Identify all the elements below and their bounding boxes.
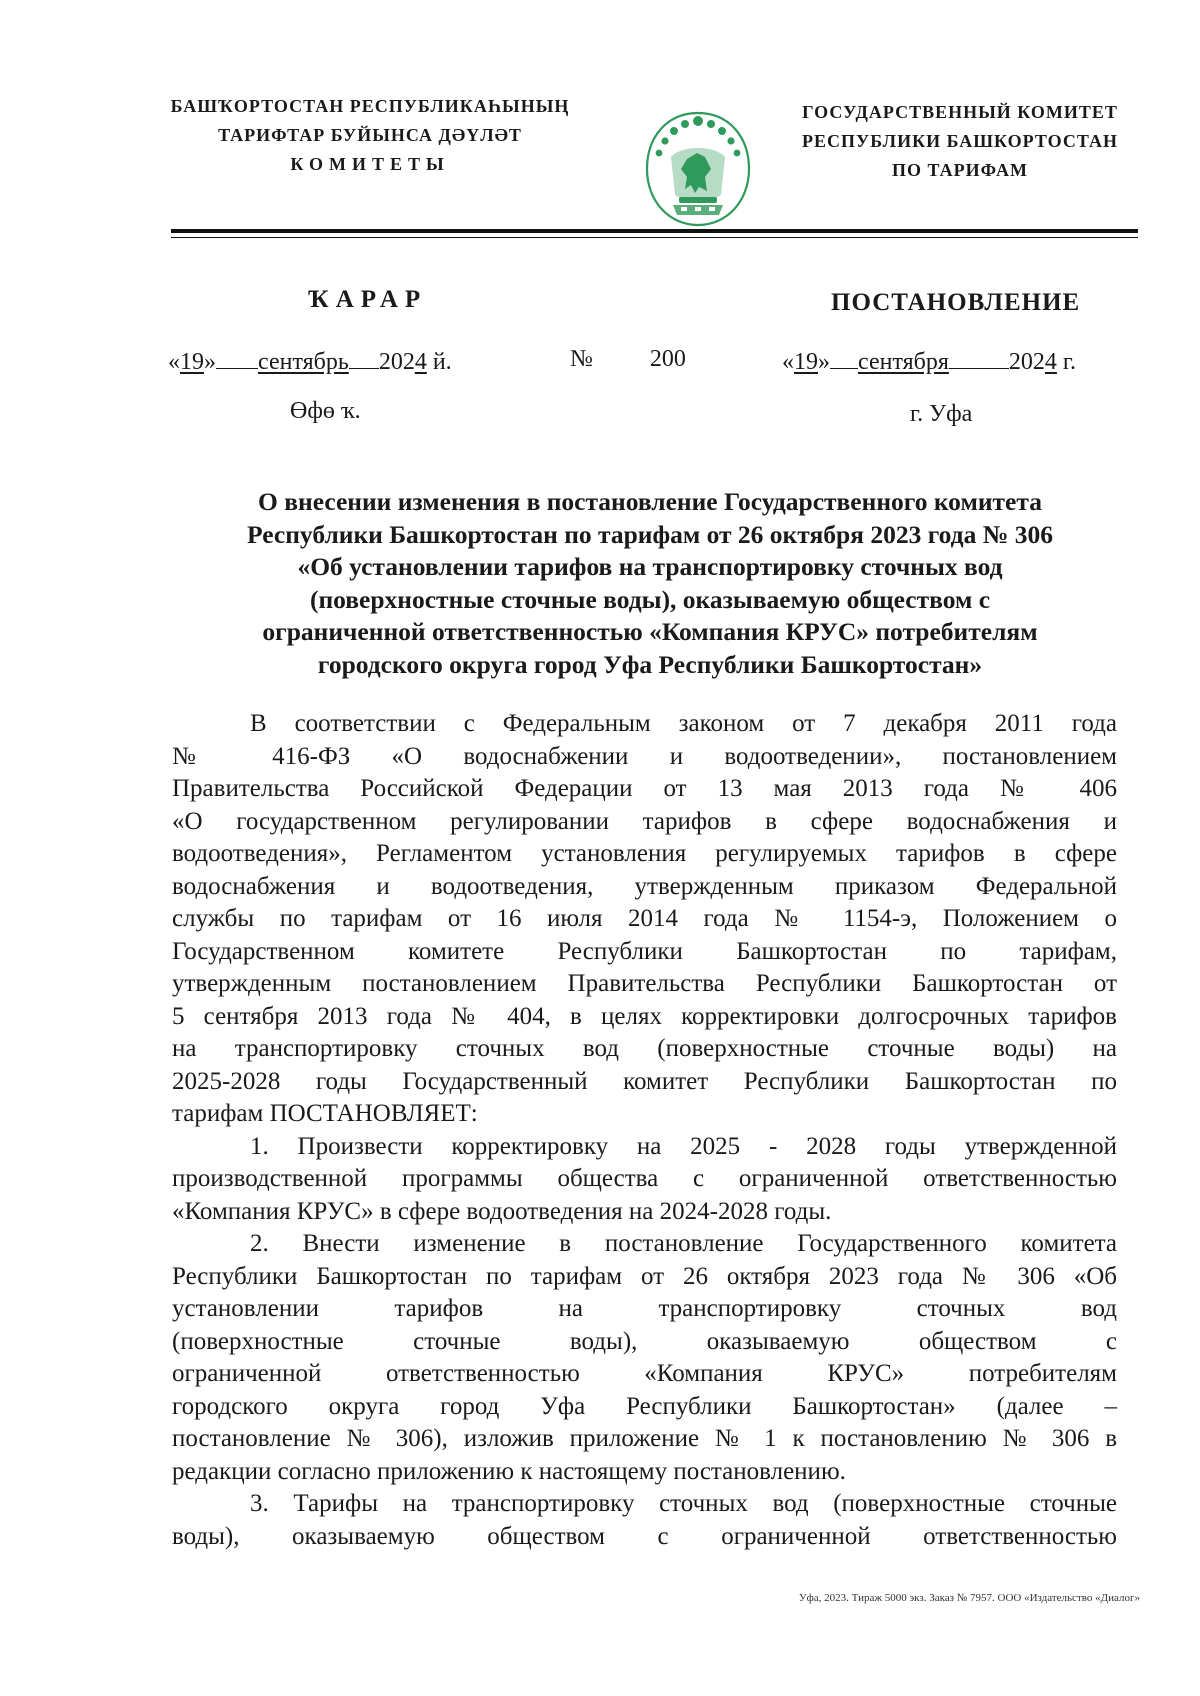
body-line: Республики Башкортостан по тарифам от 26 октября 2023 года № 306 «Об [172, 1262, 1117, 1290]
date-year-digit: 4 [1044, 349, 1057, 375]
print-imprint: Уфа, 2023. Тираж 5000 экз. Заказ № 7957. ООО «Издательство «Диалог» [798, 1592, 1140, 1604]
place-russian: г. Уфа [910, 401, 973, 427]
body-line: тарифам ПОСТАНОВЛЯЕТ: [172, 1100, 478, 1127]
date-suffix: й. [432, 349, 452, 375]
place-bashkir: Өфө ҡ. [290, 398, 361, 424]
quote-close: » [818, 349, 830, 375]
number-value: 200 [649, 346, 686, 372]
date-day: 19 [180, 349, 204, 375]
number-sign: № [570, 346, 593, 372]
body-line: 2025-2028 годы Государственный комитет Республики Башкортостан по [172, 1067, 1117, 1095]
header-right-line: РЕСПУБЛИКИ БАШКОРТОСТАН [802, 131, 1118, 151]
header-rule-thin [171, 237, 1138, 238]
header-right-russian [780, 98, 1140, 185]
title-line: Республики Башкортостан по тарифам от 26 октября 2023 года № 306 [247, 519, 1053, 549]
date-year-prefix: 202 [378, 349, 415, 375]
date-year-digit: 4 [414, 349, 427, 375]
title-line: городского округа город Уфа Республики Башкортостан» [317, 649, 983, 679]
date-underline [349, 346, 379, 369]
bashkortostan-emblem-icon [641, 107, 755, 231]
date-left [168, 346, 452, 376]
body-line: Государственном комитете Республики Башкортостан по тарифам, [172, 937, 1117, 965]
body-line: службы по тарифам от 16 июля 2014 года № 1154-э, Положением о [172, 905, 1117, 932]
quote-close: » [204, 349, 216, 375]
document-kind-russian: ПОСТАНОВЛЕНИЕ [831, 289, 1081, 316]
body-line: «Компания КРУС» в сфере водоотведения на 2024-2028 годы. [172, 1197, 832, 1225]
document-title [170, 486, 1130, 681]
body-line: установлении тарифов на транспортировку сточных вод [172, 1295, 1117, 1322]
header-right-line: ГОСУДАРСТВЕННЫЙ КОМИТЕТ [802, 102, 1118, 122]
body-line: утвержденным постановлением Правительства Республики Башкортостан от [172, 970, 1117, 997]
body-line: В соответствии с Федеральным законом от 7 декабря 2011 года [250, 710, 1117, 737]
date-month: сентябрь [258, 349, 349, 375]
body-line: (поверхностные сточные воды), оказываемую обществом с [172, 1327, 1117, 1355]
title-line: ограниченной ответственностью «Компания КРУС» потребителям [262, 617, 1038, 646]
body-line: ограниченной ответственностью «Компания КРУС» потребителям [172, 1360, 1117, 1387]
body-line: «О государственном регулировании тарифов в сфере водоснабжения и [172, 807, 1117, 835]
date-underline [830, 346, 858, 369]
body-line: городского округа город Уфа Республики Башкортостан» (далее – [172, 1392, 1117, 1420]
quote-open: « [782, 349, 794, 375]
header-left-line: КОМИТЕТЫ [290, 154, 450, 174]
document-number [570, 346, 686, 373]
date-right [782, 346, 1076, 376]
header-rule-thick [171, 229, 1138, 233]
date-month: сентября [858, 349, 949, 375]
body-line: 1. Произвести корректировку на 2025 - 2028 годы утвержденной [250, 1132, 1117, 1160]
body-line: 5 сентября 2013 года № 404, в целях корректировки долгосрочных тарифов [172, 1002, 1117, 1030]
header-left-bashkir [160, 92, 580, 179]
body-line: воды), оказываемую обществом с ограниченной ответственностью [172, 1522, 1117, 1550]
header-right-line: ПО ТАРИФАМ [892, 160, 1028, 180]
date-underline [216, 346, 258, 369]
document-body [172, 708, 1117, 1553]
quote-open: « [168, 349, 180, 375]
body-line: № 416-ФЗ «О водоснабжении и водоотведении», постановлением [172, 742, 1117, 770]
header-left-line: БАШҠОРТОСТАН РЕСПУБЛИКАҺЫНЫҢ [170, 96, 570, 116]
header-left-line: ТАРИФТАР БУЙЫНСА ДӘҮЛӘТ [218, 125, 522, 145]
body-line: редакции согласно приложению к настоящему постановлению. [172, 1457, 846, 1485]
body-line: 3. Тарифы на транспортировку сточных вод (поверхностные сточные [250, 1490, 1117, 1517]
title-line: (поверхностные сточные воды), оказываемую обществом с [309, 584, 991, 614]
title-line: О внесении изменения в постановление Государственного комитета [258, 487, 1042, 516]
body-line: на транспортировку сточных вод (поверхностные сточные воды) на [172, 1035, 1117, 1062]
title-line: «Об установлении тарифов на транспортировку сточных вод [297, 552, 1003, 581]
body-line: Правительства Российской Федерации от 13 мая 2013 года № 406 [172, 775, 1117, 802]
body-line: постановление № 306), изложив приложение № 1 к постановлению № 306 в [172, 1425, 1117, 1452]
date-underline [949, 346, 1009, 369]
body-line: водоснабжения и водоотведения, утвержденным приказом Федеральной [172, 872, 1117, 900]
document-kind-bashkir: ҠАРАР [308, 286, 428, 313]
date-suffix: г. [1062, 349, 1077, 375]
body-line: 2. Внести изменение в постановление Государственного комитета [250, 1230, 1117, 1257]
date-day: 19 [794, 349, 818, 375]
date-year-prefix: 202 [1008, 349, 1045, 375]
body-line: производственной программы общества с ограниченной ответственностью [172, 1165, 1117, 1192]
body-line: водоотведения», Регламентом установления регулируемых тарифов в сфере [172, 840, 1117, 867]
